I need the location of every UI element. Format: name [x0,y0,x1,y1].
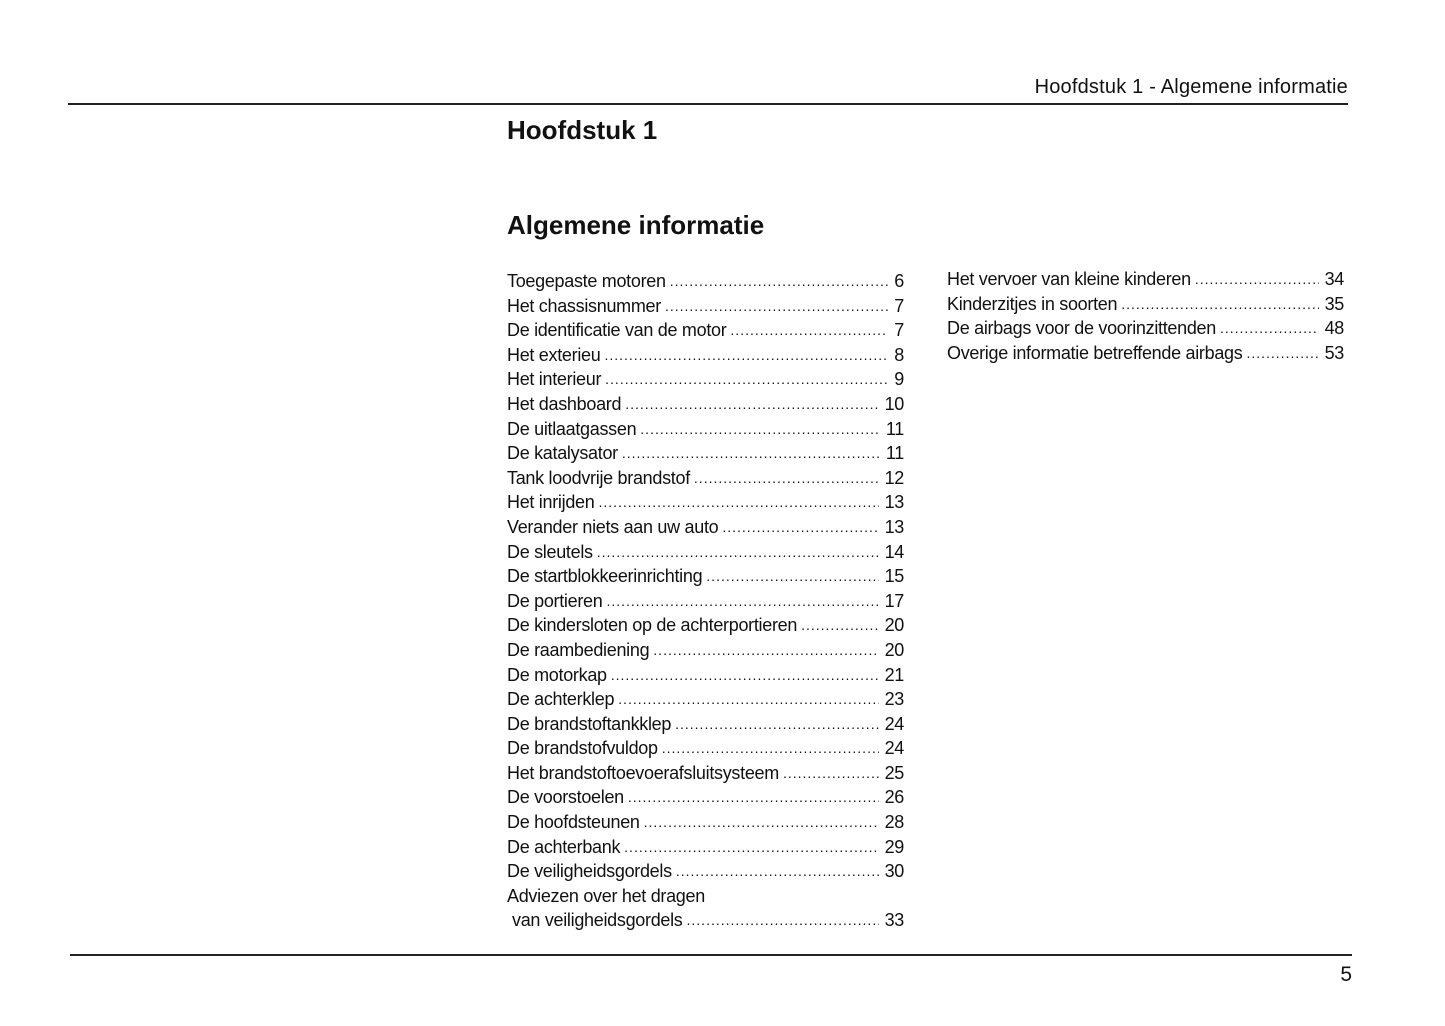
toc-entry-title: De startblokkeerinrichting [507,566,703,587]
toc-entry-title: De achterklep [507,689,615,710]
toc-entry-page: 30 [884,861,904,882]
toc-entry [507,835,904,860]
toc-right-column [947,267,1344,365]
dot-leader [1121,292,1318,317]
toc-entry-page: 15 [884,566,904,587]
dot-leader [611,663,879,688]
toc-entry-title: Het exterieu [507,344,601,365]
toc-entry [507,564,904,589]
toc-entry-page: 14 [884,541,904,562]
chapter-heading: Hoofdstuk 1 [507,115,658,145]
toc-entry-page: 28 [884,812,904,833]
toc-entry [947,292,1344,317]
dot-leader [662,736,879,761]
footer-rule [70,954,1352,956]
toc-entry [507,613,904,638]
toc-entry [507,736,904,761]
toc-entry [507,318,904,343]
toc-entry-title: Verander niets aan uw auto [507,516,719,537]
toc-entry-page: 34 [1324,269,1344,289]
chapter-title: Algemene informatie [507,210,765,240]
toc-entry-title: Het chassisnummer [507,295,661,316]
toc-entry-title: Het dashboard [507,393,622,414]
toc-entry-page: 13 [884,492,904,513]
toc-entry-title: De achterbank [507,836,621,857]
dot-leader [1220,316,1319,341]
toc-entry-page: 11 [885,443,904,464]
toc-entry [507,638,904,663]
dot-leader [604,343,888,368]
toc-entry-title: Het brandstoftoevoerafsluitsysteem [507,762,779,783]
toc-entry [947,316,1344,341]
dot-leader [606,589,878,614]
toc-entry-page: 11 [885,418,904,439]
toc-entry-page: 20 [884,615,904,636]
toc-entry-page: 17 [884,590,904,611]
dot-leader [783,761,879,786]
toc-entry-page: 48 [1324,318,1344,339]
toc-left-column [507,269,904,933]
page-number: 5 [1340,963,1352,986]
dot-leader [676,859,879,884]
dot-leader [801,613,878,638]
dot-leader [722,515,878,540]
toc-entry-title: Het vervoer van kleine kinderen [947,269,1191,289]
toc-entry [507,417,904,442]
toc-entry-page: 24 [884,713,904,734]
toc-entry-page: 29 [884,836,904,857]
toc-entry [507,466,904,491]
toc-entry-title: De katalysator [507,443,618,464]
toc-entry-title: De motorkap [507,664,607,685]
toc-entry [507,761,904,786]
toc-entry-title: Overige informatie betreffende airbags [947,342,1243,363]
toc-entry-page: 9 [894,369,904,390]
dot-leader [640,417,880,442]
toc-entry-page: 6 [894,271,904,291]
toc-entry-page: 7 [894,320,904,341]
dot-leader [597,540,879,565]
header-rule [68,103,1348,105]
dot-leader [706,564,878,589]
toc-entry [507,687,904,712]
toc-entry-page: 25 [884,762,904,783]
toc-entry [507,294,904,319]
dot-leader [624,835,878,860]
toc-entry [507,589,904,614]
toc-entry [507,343,904,368]
dot-leader [605,367,888,392]
toc-entry-page: 33 [884,910,904,931]
toc-entry-title: De airbags voor de voorinzittenden [947,318,1216,339]
toc-entry-title: De identificatie van de motor [507,320,727,341]
toc-entry-title: De brandstoftankklep [507,713,672,734]
dot-leader [709,884,898,909]
dot-leader [670,269,889,294]
toc-entry-title: De portieren [507,590,603,611]
toc-entry-page: 7 [894,295,904,316]
dot-leader [675,712,878,737]
dot-leader [628,785,879,810]
toc-entry [507,441,904,466]
toc-entry [507,859,904,884]
toc-entry-title: van veiligheidsgordels [512,910,683,931]
toc-entry-title: Kinderzitjes in soorten [947,293,1118,314]
toc-entry-page: 26 [884,787,904,808]
toc-entry [947,341,1344,366]
toc-entry-page: 23 [884,689,904,710]
toc-entry-title: De kindersloten op de achterportieren [507,615,798,636]
toc-entry [507,490,904,515]
toc-entry-page: 24 [884,738,904,759]
dot-leader [665,294,888,319]
toc-entry-title: De brandstofvuldop [507,738,658,759]
toc-entry [507,884,904,909]
dot-leader [625,392,878,417]
toc-entry-page: 20 [884,639,904,660]
toc-entry [507,908,904,933]
toc-entry-page: 21 [884,664,904,685]
running-header: Hoofdstuk 1 - Algemene informatie [1034,76,1348,98]
toc-entry-title: De voorstoelen [507,787,624,808]
dot-leader [618,687,878,712]
toc-entry [507,269,904,294]
toc-entry-title: Tank loodvrije brandstof [507,467,690,488]
dot-leader [1195,267,1319,292]
toc-entry [507,712,904,737]
toc-entry [507,540,904,565]
toc-entry-title: Toegepaste motoren [507,271,666,291]
toc-entry-page [898,884,904,909]
dot-leader [1246,341,1318,366]
toc-entry-title: Het interieur [507,369,602,390]
toc-entry-title: De uitlaatgassen [507,418,637,439]
toc-entry [507,392,904,417]
toc-entry [507,785,904,810]
dot-leader [598,490,878,515]
toc-entry-title: De raambediening [507,639,650,660]
toc-entry [507,515,904,540]
toc-entry-title: De sleutels [507,541,593,562]
toc-entry-title: Het inrijden [507,492,595,513]
toc-entry-page: 53 [1324,342,1344,363]
dot-leader [644,810,879,835]
toc-entry-page: 8 [894,344,904,365]
dot-leader [653,638,878,663]
toc-entry-page: 35 [1324,293,1344,314]
toc-entry-title: Adviezen over het dragen [507,885,705,906]
toc-entry [507,367,904,392]
dot-leader [687,908,879,933]
dot-leader [694,466,879,491]
toc-entry-page: 13 [884,516,904,537]
toc-entry-title: De veiligheidsgordels [507,861,672,882]
toc-entry [947,267,1344,292]
dot-leader [730,318,888,343]
dot-leader [622,441,880,466]
toc-entry [507,663,904,688]
toc-entry-page: 12 [884,467,904,488]
toc-entry-title: De hoofdsteunen [507,812,640,833]
toc-entry [507,810,904,835]
toc-entry-page: 10 [884,393,904,414]
